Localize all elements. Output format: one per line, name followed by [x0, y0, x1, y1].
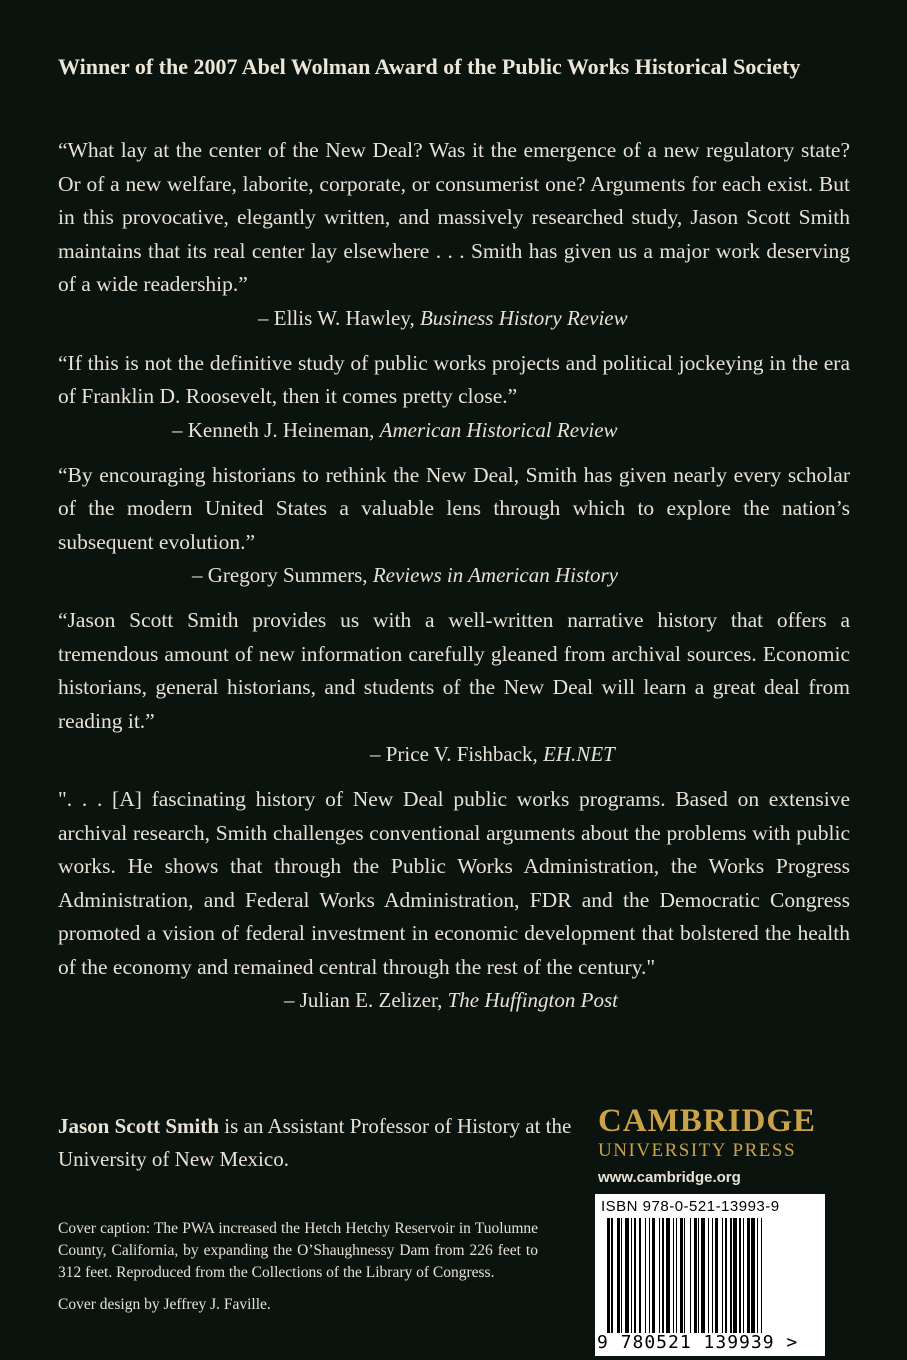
barcode-bars — [607, 1218, 815, 1344]
barcode-bar — [666, 1218, 670, 1344]
barcode-bar — [698, 1218, 699, 1344]
review-author: – Price V. Fishback, — [370, 742, 544, 766]
review-quote: “Jason Scott Smith provides us with a well-written narrative history that offers a tremendous amount of new information carefully gleaned from archival sources. Economic historians, general historians, and students of the New Deal will learn a great deal from reading it.” — [58, 608, 850, 733]
review-author: – Julian E. Zelizer, — [284, 988, 448, 1012]
barcode-digits: 9 780521 139939 > — [597, 1333, 823, 1353]
barcode-bar — [652, 1218, 655, 1344]
review-author: – Kenneth J. Heineman, — [172, 417, 380, 442]
barcode-bar — [673, 1218, 674, 1344]
barcode-bar — [607, 1218, 610, 1344]
barcode-bar — [747, 1218, 750, 1344]
barcode-bar — [611, 1218, 612, 1344]
review-quote: ". . . [A] fascinating history of New Deal public works programs. Based on extensive archival research, Smith challenges conventional arguments about the problems with public works. He shows that through the Public Works Administration, the Works Progress Administration, and Federal Works Administration, FDR and the Democratic Congress promoted a vision of federal investment in economic development that bolstered the health of the economy and remained central through the rest of the century." — [58, 787, 850, 979]
barcode-bar — [625, 1218, 629, 1344]
barcode-bar — [645, 1218, 646, 1344]
review-quote: “What lay at the center of the New Deal? Was it the emergence of a new regulatory state? Or of a new welfare, laborite, corporate, or consumerist one? Arguments for each exist. But in this provocative, elegantly written, and massively researched study, Jason Scott Smith maintains that its real center lay elsewhere . . . Smith has given us a major work deserving of a wide readership.” — [58, 138, 850, 296]
isbn-barcode — [595, 1194, 825, 1356]
barcode-bar — [757, 1218, 758, 1344]
barcode-bar — [639, 1218, 640, 1344]
award-line: Winner of the 2007 Abel Wolman Award of the Public Works Historical Society — [58, 54, 801, 79]
review-author: – Gregory Summers, — [192, 563, 373, 587]
barcode-bar — [694, 1218, 697, 1344]
barcode-bar — [715, 1218, 718, 1344]
barcode-bar — [725, 1218, 728, 1344]
reviews-section — [58, 134, 850, 1029]
review-source: Business History Review — [419, 305, 628, 330]
barcode-bar — [701, 1218, 705, 1344]
review-source: The Huffington Post — [447, 988, 618, 1012]
barcode-bar — [722, 1218, 723, 1344]
review-quote: “If this is not the definitive study of public works projects and political jockeying in the era of Franklin D. Roosevelt, then it comes pretty close.” — [58, 350, 850, 408]
publisher-url: www.cambridge.org — [598, 1169, 741, 1186]
barcode-bar — [617, 1218, 620, 1344]
publisher-logo — [598, 1103, 828, 1186]
barcode-bar — [649, 1218, 650, 1344]
cover-caption: Cover caption: The PWA increased the Hetch Hetchy Reservoir in Tuolumne County, California, by expanding the O’Shaughnessy Dam from 226 feet to 312 feet. Reproduced from the Collections of the Library of Congress. — [58, 1220, 538, 1281]
review-attribution — [58, 984, 850, 1017]
barcode-bar — [631, 1218, 632, 1344]
barcode-bar — [680, 1218, 683, 1344]
publisher-subtitle: UNIVERSITY PRESS — [598, 1140, 797, 1161]
barcode-bar — [712, 1218, 713, 1344]
review-author: – Ellis W. Hawley, — [258, 305, 420, 330]
review-attribution — [58, 559, 850, 592]
barcode-bar — [739, 1218, 742, 1344]
review-source: EH.NET — [543, 742, 615, 766]
publisher-name: CAMBRIDGE — [598, 1103, 817, 1139]
review-attribution — [58, 414, 850, 447]
barcode-bar — [621, 1218, 622, 1344]
barcode-bar — [659, 1218, 660, 1344]
barcode-bar — [751, 1218, 755, 1344]
isbn-number: ISBN 978-0-521-13993-9 — [601, 1198, 780, 1215]
cover-design-credit: Cover design by Jeffrey J. Faville. — [58, 1296, 271, 1313]
barcode-bar — [761, 1218, 762, 1344]
author-bio-text: is an Assistant Professor of History at the University of New Mexico. — [58, 1114, 572, 1171]
review-source: Reviews in American History — [372, 563, 618, 587]
barcode-bar — [730, 1218, 731, 1344]
review-attribution — [58, 302, 850, 335]
barcode-bar — [684, 1218, 685, 1344]
author-name: Jason Scott Smith — [58, 1114, 220, 1138]
barcode-bar — [690, 1218, 691, 1344]
barcode-bar — [662, 1218, 665, 1344]
barcode-bar — [676, 1218, 677, 1344]
review-source: American Historical Review — [379, 417, 618, 442]
review-quote: “By encouraging historians to rethink the New Deal, Smith has given nearly every scholar of the modern United States a valuable lens through which to explore the nation’s subsequent evolution.” — [58, 462, 850, 554]
barcode-bar — [634, 1218, 637, 1344]
review-attribution — [58, 738, 850, 771]
barcode-bar — [708, 1218, 709, 1344]
author-bio — [58, 1110, 578, 1176]
barcode-bar — [733, 1218, 737, 1344]
barcode-bar — [743, 1218, 744, 1344]
